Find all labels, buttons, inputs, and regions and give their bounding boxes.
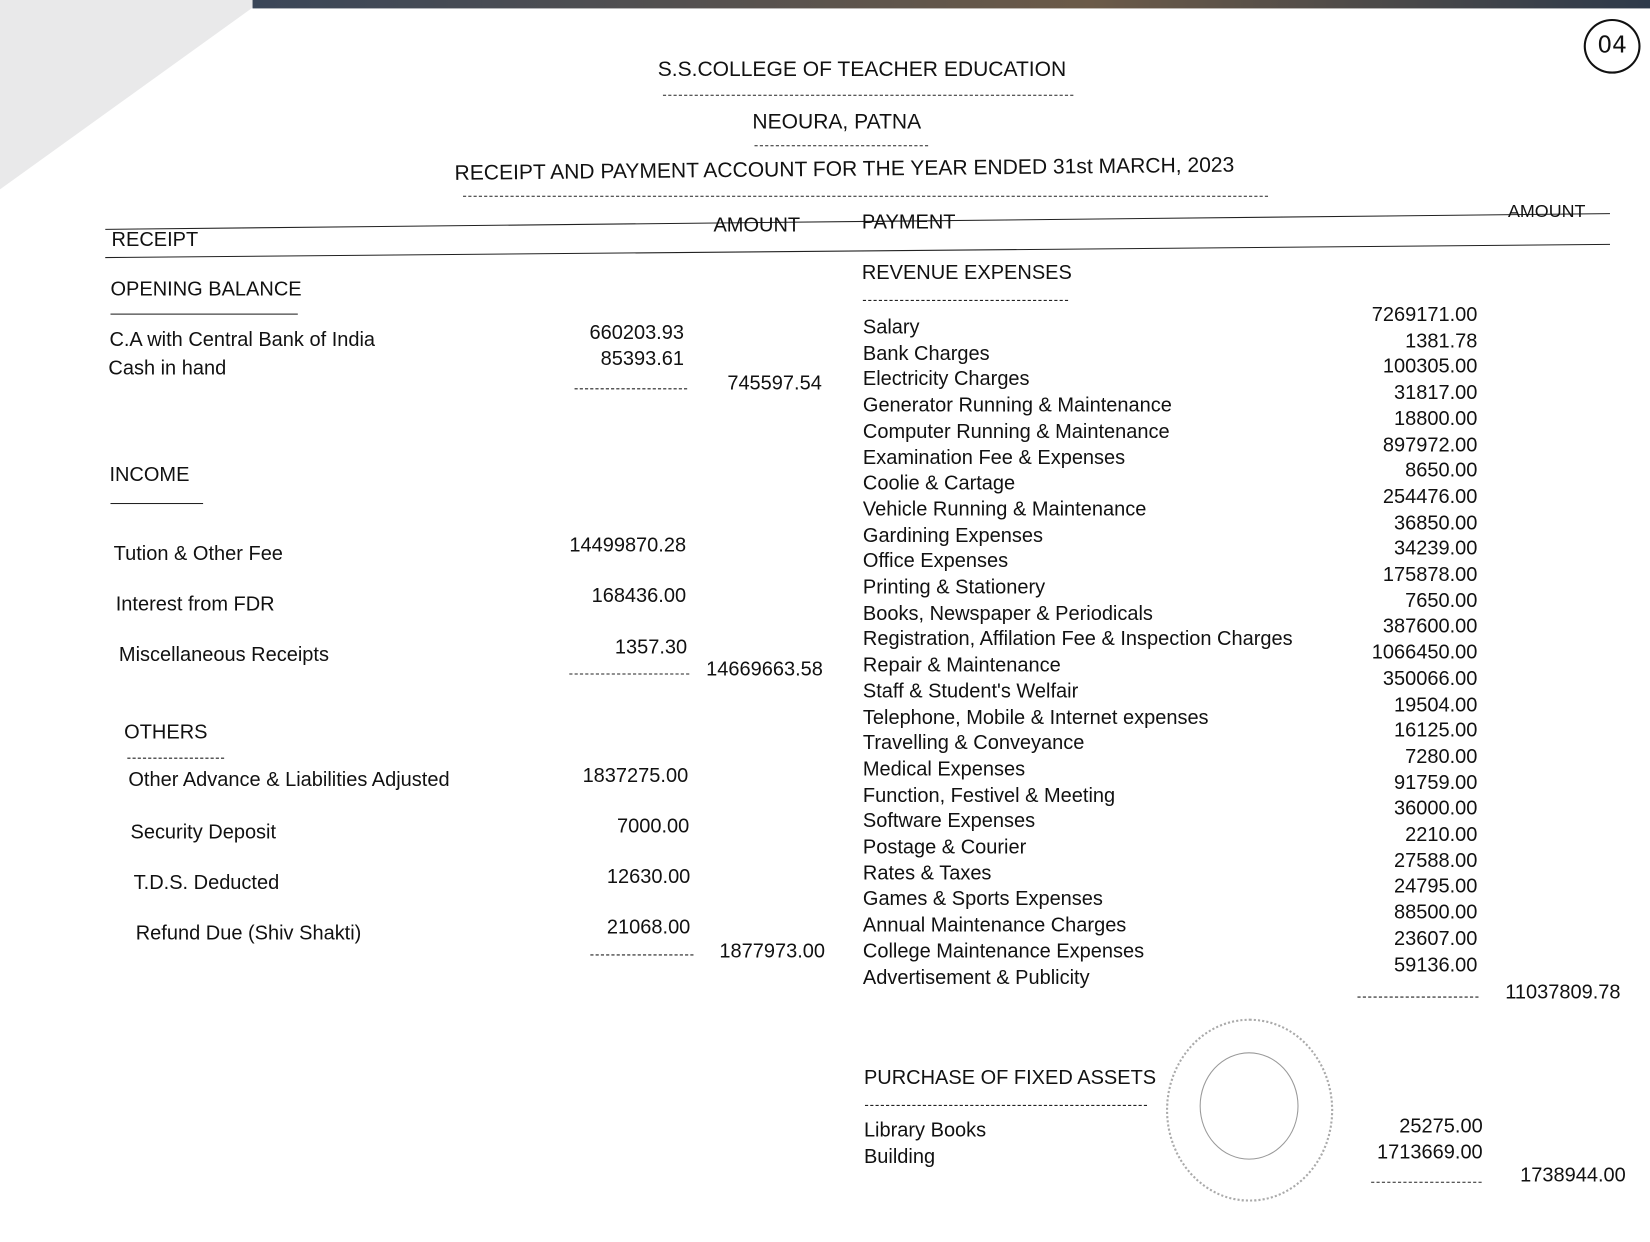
receipt-label: Other Advance & Liabilities Adjusted	[128, 769, 450, 792]
underline	[127, 758, 224, 759]
payment-amount: 18800.00	[1394, 408, 1478, 431]
fixed-assets-total: 1738944.00	[1520, 1164, 1626, 1187]
payment-label: Medical Expenses	[862, 758, 1026, 781]
payment-amount: 2210.00	[1405, 823, 1478, 847]
col-amount-1: AMOUNT	[713, 214, 801, 237]
payment-label: Rates & Taxes	[862, 862, 992, 885]
payment-amount: 1066450.00	[1371, 642, 1478, 665]
statement-title: RECEIPT AND PAYMENT ACCOUNT FOR THE YEAR ENDED 31st MARCH, 2023	[454, 153, 1235, 186]
payment-label: Telephone, Mobile & Internet expenses	[862, 706, 1209, 729]
college-name: S.S.COLLEGE OF TEACHER EDUCATION	[657, 57, 1067, 82]
subtotal-line	[575, 388, 688, 389]
header-top-line	[105, 213, 1610, 230]
payment-amount: 100305.00	[1382, 356, 1478, 379]
others-heading: OTHERS	[124, 721, 208, 744]
college-place: NEOURA, PATNA	[752, 110, 922, 134]
payment-label: Office Expenses	[862, 550, 1009, 573]
receipt-amount: 1837275.00	[582, 765, 689, 788]
payment-label: Vehicle Running & Maintenance	[862, 498, 1147, 521]
others-total: 1877973.00	[719, 940, 826, 963]
payment-amount: 36000.00	[1394, 797, 1478, 821]
receipt-label: Cash in hand	[108, 357, 227, 380]
subtotal-line	[1357, 997, 1478, 998]
payment-label: Annual Maintenance Charges	[862, 914, 1127, 937]
divider	[754, 145, 928, 146]
payment-label: Computer Running & Maintenance	[862, 420, 1170, 443]
payment-amount: 88500.00	[1394, 901, 1478, 925]
payment-label: Books, Newspaper & Periodicals	[862, 602, 1153, 625]
payment-amount: 387600.00	[1382, 616, 1478, 639]
divider	[663, 95, 1073, 96]
payment-label: Postage & Courier	[862, 836, 1027, 859]
payment-amount: 19504.00	[1394, 693, 1478, 717]
revenue-total: 11037809.78	[1505, 981, 1621, 1004]
payment-label: Software Expenses	[862, 810, 1036, 833]
payment-amount: 897972.00	[1382, 434, 1478, 457]
payment-label: Travelling & Conveyance	[862, 732, 1085, 755]
payment-label: Gardining Expenses	[862, 524, 1043, 547]
receipt-label: Miscellaneous Receipts	[118, 644, 329, 667]
income-total: 14669663.58	[706, 658, 823, 681]
payment-amount: 91759.00	[1394, 771, 1478, 795]
receipt-amount: 168436.00	[591, 585, 687, 608]
underline	[863, 300, 1068, 301]
payment-label: Generator Running & Maintenance	[862, 394, 1172, 417]
receipt-label: C.A with Central Bank of India	[109, 329, 376, 352]
revenue-heading: REVENUE EXPENSES	[861, 262, 1072, 285]
payment-label: Library Books	[863, 1119, 987, 1142]
col-amount-2: AMOUNT	[1507, 200, 1586, 221]
payment-amount: 7269171.00	[1371, 304, 1478, 327]
col-payment: PAYMENT	[861, 211, 956, 234]
receipt-amount: 660203.93	[589, 322, 684, 345]
subtotal-line	[1371, 1182, 1481, 1183]
receipt-amount: 85393.61	[600, 348, 684, 371]
payment-label: Function, Festivel & Meeting	[862, 784, 1116, 807]
auditor-stamp	[1166, 1019, 1333, 1202]
payment-amount: 59136.00	[1394, 953, 1478, 977]
payment-label: Electricity Charges	[862, 368, 1030, 391]
income-heading: INCOME	[109, 464, 190, 487]
payment-amount: 1713669.00	[1377, 1141, 1483, 1164]
fixed-assets-heading: PURCHASE OF FIXED ASSETS	[863, 1067, 1157, 1090]
underline	[110, 503, 203, 504]
receipt-label: T.D.S. Deducted	[133, 872, 280, 895]
divider	[463, 196, 1268, 197]
scan-edge	[253, 0, 1650, 8]
receipt-label: Security Deposit	[130, 821, 277, 844]
payment-amount: 23607.00	[1394, 927, 1478, 951]
payment-label: Building	[863, 1145, 936, 1169]
payment-label: Bank Charges	[862, 342, 990, 365]
receipt-label: Tution & Other Fee	[113, 542, 283, 566]
receipt-amount: 1357.30	[614, 636, 688, 659]
payment-amount: 7650.00	[1405, 590, 1478, 613]
col-receipt: RECEIPT	[111, 229, 199, 252]
payment-label: College Maintenance Expenses	[862, 940, 1145, 963]
paper-fold	[0, 0, 263, 189]
subtotal-line	[569, 673, 689, 674]
payment-amount: 175878.00	[1382, 564, 1478, 587]
payment-amount: 31817.00	[1394, 382, 1478, 405]
payment-amount: 36850.00	[1394, 512, 1478, 535]
payment-label: Coolie & Cartage	[862, 472, 1016, 495]
opening-balance-heading: OPENING BALANCE	[110, 278, 302, 301]
underline	[110, 314, 297, 315]
payment-amount: 25275.00	[1399, 1115, 1483, 1138]
payment-label: Printing & Stationery	[862, 576, 1046, 599]
header-bottom-line	[105, 244, 1610, 258]
payment-label: Salary	[862, 316, 920, 339]
receipt-amount: 14499870.28	[569, 534, 687, 557]
page-number: 04	[1584, 19, 1641, 74]
receipt-amount: 12630.00	[606, 866, 691, 889]
payment-label: Games & Sports Expenses	[862, 888, 1103, 911]
receipt-amount: 21068.00	[606, 916, 691, 939]
payment-amount: 7280.00	[1405, 745, 1478, 769]
payment-amount: 1381.78	[1405, 330, 1478, 353]
payment-amount: 254476.00	[1382, 486, 1478, 509]
subtotal-line	[590, 954, 693, 955]
payment-label: Repair & Maintenance	[862, 654, 1061, 677]
receipt-label: Refund Due (Shiv Shakti)	[135, 922, 362, 945]
payment-amount: 27588.00	[1394, 849, 1478, 873]
payment-amount: 34239.00	[1394, 538, 1478, 561]
receipt-amount: 7000.00	[616, 815, 690, 838]
payment-amount: 8650.00	[1405, 460, 1478, 483]
payment-label: Registration, Affilation Fee & Inspection Charges	[862, 628, 1293, 651]
receipt-label: Interest from FDR	[115, 593, 275, 616]
underline	[865, 1105, 1147, 1106]
payment-label: Staff & Student's Welfair	[862, 680, 1079, 703]
payment-label: Examination Fee & Expenses	[862, 446, 1126, 469]
payment-amount: 16125.00	[1394, 719, 1478, 743]
payment-amount: 24795.00	[1394, 875, 1478, 899]
opening-total: 745597.54	[727, 372, 822, 395]
payment-label: Advertisement & Publicity	[862, 966, 1090, 989]
payment-amount: 350066.00	[1382, 667, 1478, 691]
